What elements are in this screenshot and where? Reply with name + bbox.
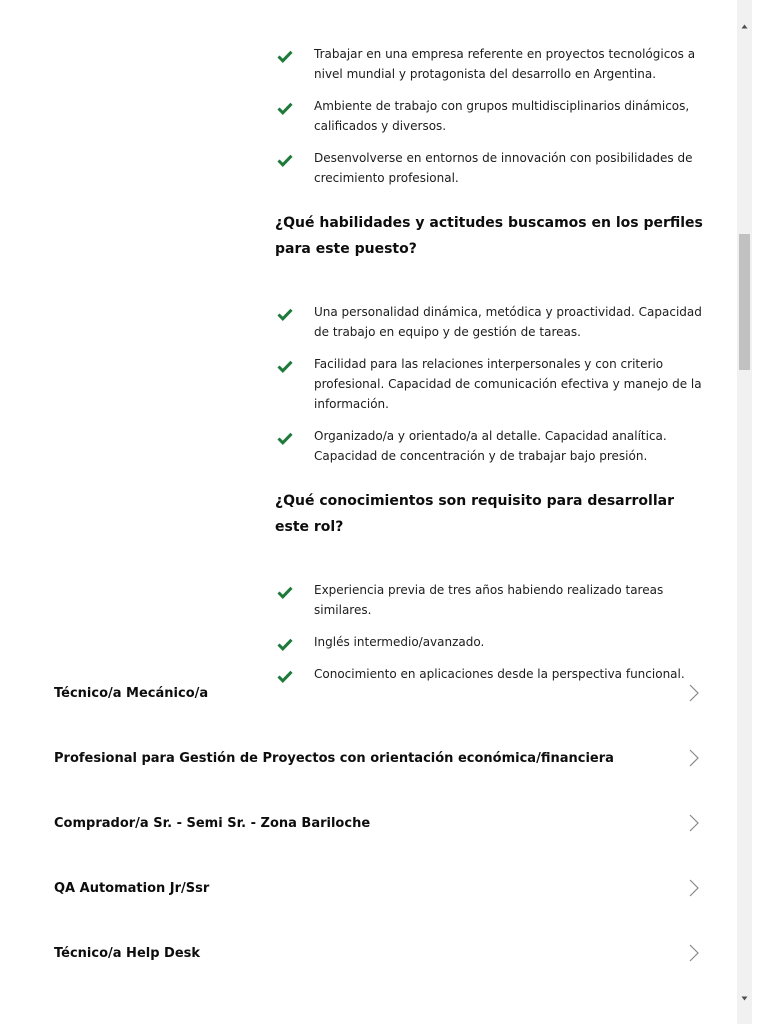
benefits-list — [275, 0, 705, 188]
requirements-heading: ¿Qué conocimientos son requisito para desarrollar este rol? — [275, 493, 674, 535]
check-icon — [277, 102, 293, 115]
requirement-text: Experiencia previa de tres años habiendo realizado tareas similares. — [314, 583, 664, 617]
skills-heading: ¿Qué habilidades y actitudes buscamos en los perfiles para este puesto? — [275, 215, 703, 257]
check-icon — [277, 360, 293, 373]
scroll-up-arrow-icon[interactable] — [740, 22, 749, 31]
job-opening-item[interactable] — [0, 855, 737, 920]
job-opening-title[interactable]: Comprador/a Sr. - Semi Sr. - Zona Bariloche — [54, 816, 371, 831]
job-openings-accordion — [0, 660, 737, 985]
chevron-right-icon[interactable] — [689, 944, 699, 962]
benefit-item — [275, 44, 705, 84]
check-icon — [277, 586, 293, 599]
job-opening-title[interactable]: QA Automation Jr/Ssr — [54, 881, 210, 896]
check-icon — [277, 154, 293, 167]
check-icon — [277, 308, 293, 321]
benefit-text: Ambiente de trabajo con grupos multidisciplinarios dinámicos, calificados y diversos. — [314, 99, 690, 133]
chevron-right-icon[interactable] — [689, 684, 699, 702]
job-opening-item[interactable] — [0, 660, 737, 725]
chevron-right-icon[interactable] — [689, 879, 699, 897]
chevron-right-icon[interactable] — [689, 814, 699, 832]
requirement-item — [275, 580, 705, 620]
scroll-down-arrow-icon[interactable] — [740, 994, 749, 1003]
scroll-thumb[interactable] — [739, 234, 750, 370]
skill-text: Facilidad para las relaciones interpersonales y con criterio profesional. Capacidad de comunicación efectiva y manejo de la información. — [314, 357, 702, 411]
skill-item — [275, 302, 705, 342]
check-icon — [277, 638, 293, 651]
job-details — [275, 0, 705, 696]
requirement-item — [275, 632, 705, 652]
check-icon — [277, 50, 293, 63]
benefit-text: Desenvolverse en entornos de innovación con posibilidades de crecimiento profesional. — [314, 151, 693, 185]
job-opening-item[interactable] — [0, 790, 737, 855]
benefit-item — [275, 148, 705, 188]
skill-item — [275, 426, 705, 466]
skill-text: Una personalidad dinámica, metódica y proactividad. Capacidad de trabajo en equipo y de gestión de tareas. — [314, 305, 702, 339]
check-icon — [277, 432, 293, 445]
skill-item — [275, 354, 705, 414]
skills-list — [275, 302, 705, 466]
benefit-item — [275, 96, 705, 136]
requirement-text: Conocimiento en aplicaciones desde la perspectiva funcional. — [314, 667, 685, 681]
job-opening-title[interactable]: Técnico/a Mecánico/a — [54, 686, 209, 701]
job-opening-title[interactable]: Profesional para Gestión de Proyectos con orientación económica/financiera — [54, 751, 614, 766]
benefit-text: Trabajar en una empresa referente en proyectos tecnológicos a nivel mundial y protagonista del desarrollo en Argentina. — [314, 47, 696, 81]
skill-text: Organizado/a y orientado/a al detalle. Capacidad analítica. Capacidad de concentración y de trabajar bajo presión. — [314, 429, 667, 463]
job-opening-item[interactable] — [0, 725, 737, 790]
requirement-text: Inglés intermedio/avanzado. — [314, 635, 485, 649]
job-opening-title[interactable]: Técnico/a Help Desk — [54, 946, 201, 961]
chevron-right-icon[interactable] — [689, 749, 699, 767]
job-opening-item[interactable] — [0, 920, 737, 985]
vertical-scrollbar[interactable] — [737, 0, 752, 1024]
